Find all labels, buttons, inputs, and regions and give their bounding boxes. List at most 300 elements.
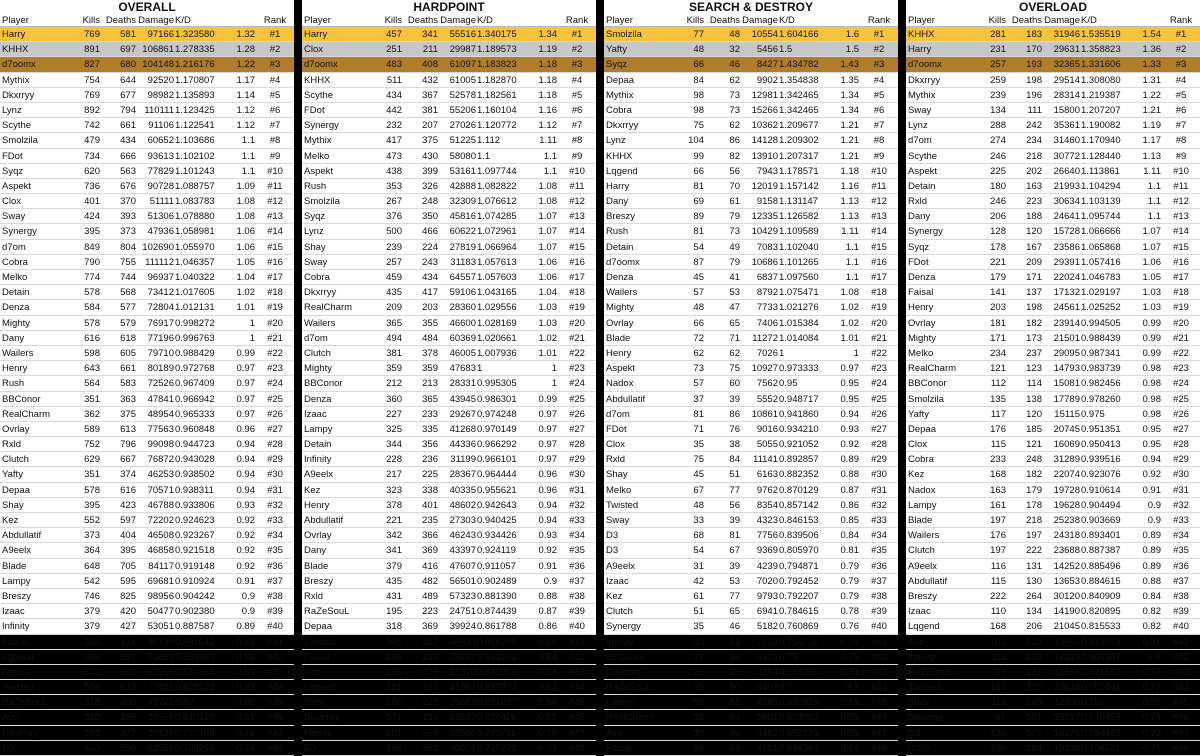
cell-rank: #22 bbox=[871, 347, 887, 359]
cell-name: Sway bbox=[304, 256, 328, 268]
cell-rank: #21 bbox=[1173, 332, 1189, 344]
cell-kills: 51 bbox=[693, 606, 704, 618]
cell-rank: #25 bbox=[569, 393, 585, 405]
cell-damage: 77829 bbox=[147, 165, 174, 177]
cell-kd: 1.103686 bbox=[175, 135, 215, 147]
cell-deaths: 593 bbox=[120, 666, 136, 678]
cell-kdr: 1.16 bbox=[840, 180, 859, 192]
cell-rank: #40 bbox=[267, 621, 283, 633]
table-row bbox=[604, 483, 898, 498]
cell-damage: 55516 bbox=[449, 29, 476, 40]
cell-rank: #28 bbox=[871, 439, 887, 451]
cell-deaths: 350 bbox=[422, 211, 438, 223]
cell-deaths: 202 bbox=[1026, 165, 1042, 177]
cell-name: Scythe bbox=[2, 120, 32, 132]
cell-name: Henry bbox=[304, 499, 330, 511]
header-row bbox=[302, 14, 596, 27]
cell-rank: #21 bbox=[569, 332, 585, 344]
cell-kills: 179 bbox=[990, 272, 1006, 283]
cell-kdr: 0.84 bbox=[538, 682, 557, 694]
cell-deaths: 482 bbox=[422, 575, 438, 587]
cell-rank: #45 bbox=[1173, 697, 1189, 709]
table-row bbox=[0, 559, 294, 574]
cell-damage: 7026 bbox=[756, 347, 778, 359]
cell-rank: #28 bbox=[1173, 439, 1189, 451]
cell-damage: 14190 bbox=[1053, 606, 1080, 618]
cell-kills: 442 bbox=[386, 104, 402, 116]
cell-damage: 28367 bbox=[449, 469, 476, 481]
cell-rank: #11 bbox=[1173, 180, 1189, 192]
cell-deaths: 666 bbox=[120, 150, 136, 162]
cell-kills: 359 bbox=[386, 363, 402, 375]
cell-kills: 168 bbox=[990, 469, 1006, 481]
cell-name: Clutch bbox=[606, 606, 633, 618]
cell-kills: 494 bbox=[386, 332, 402, 344]
cell-kills: 246 bbox=[990, 196, 1006, 208]
cell-kdr: 1.17 bbox=[236, 74, 255, 86]
cell-damage: 28360 bbox=[449, 302, 476, 314]
cell-kdr: 1.06 bbox=[236, 226, 255, 238]
table-row bbox=[604, 346, 898, 361]
cell-name: Nadox bbox=[304, 727, 332, 739]
cell-kdr: 1.34 bbox=[840, 89, 859, 101]
cell-rank: #30 bbox=[569, 469, 585, 481]
cell-name: Lqgend bbox=[908, 621, 940, 633]
table-row bbox=[0, 88, 294, 103]
cell-damage: 15081 bbox=[1053, 378, 1080, 390]
cell-deaths: 114 bbox=[1026, 378, 1042, 390]
cell-damage: 97166 bbox=[147, 29, 174, 40]
cell-kills: 115 bbox=[990, 439, 1006, 451]
column-header-kills: Kills bbox=[988, 15, 1006, 26]
cell-kd: 1.160104 bbox=[477, 104, 517, 116]
cell-damage: 28314 bbox=[1053, 89, 1080, 101]
cell-kd: 1.190082 bbox=[1081, 120, 1121, 132]
cell-damage: 47841 bbox=[147, 393, 174, 405]
table-row bbox=[906, 27, 1200, 42]
cell-kills: 827 bbox=[84, 59, 100, 71]
cell-kd: 0.965333 bbox=[175, 408, 215, 420]
column-header-deaths: Deaths bbox=[1011, 15, 1042, 26]
cell-damage: 10554 bbox=[751, 29, 778, 40]
cell-rank: #9 bbox=[873, 150, 885, 162]
cell-name: Clox bbox=[606, 439, 626, 451]
cell-name: D3 bbox=[606, 530, 619, 542]
cell-kdr: 0.86 bbox=[840, 499, 859, 511]
cell-name: Ovrlay bbox=[908, 317, 936, 329]
cell-rank: #10 bbox=[871, 165, 887, 177]
cell-kdr: 0.97 bbox=[538, 423, 557, 435]
cell-rank: #23 bbox=[1173, 363, 1189, 375]
table-row bbox=[0, 392, 294, 407]
cell-rank: #42 bbox=[267, 651, 283, 663]
cell-rank: #26 bbox=[267, 408, 283, 420]
cell-deaths: 41 bbox=[729, 272, 740, 283]
cell-rank: #4 bbox=[873, 74, 885, 86]
cell-rank: #25 bbox=[1173, 393, 1189, 405]
cell-kills: 473 bbox=[386, 150, 402, 162]
cell-kills: 68 bbox=[693, 530, 704, 542]
cell-name: Dkxrryy bbox=[304, 287, 337, 299]
cell-rank: #35 bbox=[569, 545, 585, 557]
cell-kills: 746 bbox=[84, 590, 100, 602]
cell-rank: #15 bbox=[569, 241, 585, 253]
cell-deaths: 248 bbox=[422, 196, 438, 208]
cell-kdr: 1.1 bbox=[1147, 196, 1161, 208]
cell-deaths: 395 bbox=[422, 682, 438, 694]
cell-kd: 1.354838 bbox=[779, 74, 819, 86]
cell-name: Lampy bbox=[304, 423, 333, 435]
cell-damage: 29514 bbox=[1053, 74, 1080, 86]
cell-kd: 1.029556 bbox=[477, 302, 517, 314]
cell-name: Blade bbox=[606, 332, 631, 344]
cell-damage: 93613 bbox=[147, 150, 174, 162]
table-row bbox=[906, 452, 1200, 467]
cell-damage: 10686 bbox=[751, 256, 778, 268]
cell-kd: 0.885496 bbox=[1081, 560, 1121, 572]
cell-name: Harry bbox=[908, 44, 932, 56]
cell-name: RaZeSouL bbox=[606, 682, 652, 694]
cell-damage: 7562 bbox=[756, 378, 778, 390]
cell-deaths: 39 bbox=[729, 515, 740, 526]
cell-kdr: 1.08 bbox=[236, 211, 255, 223]
cell-rank: #29 bbox=[267, 454, 283, 466]
cell-kdr: 0.89 bbox=[840, 454, 859, 466]
cell-deaths: 213 bbox=[422, 378, 438, 390]
table-row bbox=[0, 285, 294, 300]
table-row bbox=[604, 224, 898, 239]
cell-name: FDot bbox=[2, 150, 23, 162]
cell-kd: 0.921052 bbox=[779, 439, 819, 451]
cell-damage: 46508 bbox=[147, 530, 174, 542]
cell-name: Sway bbox=[2, 211, 26, 223]
cell-deaths: 393 bbox=[120, 211, 136, 223]
cell-damage: 22624 bbox=[1053, 682, 1080, 694]
cell-kd: 1.020661 bbox=[477, 332, 517, 344]
cell-kd: 1.043165 bbox=[477, 287, 517, 299]
cell-deaths: 39 bbox=[729, 560, 740, 572]
cell-kd: 1.182870 bbox=[477, 74, 517, 86]
cell-kd: 0.837974 bbox=[477, 682, 517, 694]
cell-deaths: 127 bbox=[1026, 666, 1042, 678]
cell-name: Twisted bbox=[908, 682, 941, 694]
cell-kills: 331 bbox=[386, 682, 402, 694]
cell-kdr: 0.99 bbox=[538, 393, 557, 405]
cell-rank: #15 bbox=[1173, 241, 1189, 253]
cell-kd: 0.988439 bbox=[1081, 332, 1121, 344]
cell-rank: #8 bbox=[269, 135, 281, 147]
table-row bbox=[604, 240, 898, 255]
table-row bbox=[604, 574, 898, 589]
cell-name: Infinity bbox=[304, 454, 332, 466]
cell-deaths: 170 bbox=[1026, 44, 1042, 56]
cell-rank: #37 bbox=[267, 575, 283, 587]
cell-rank: #45 bbox=[569, 697, 585, 709]
cell-kd: 0.777188 bbox=[175, 727, 215, 739]
cell-rank: #4 bbox=[571, 74, 583, 86]
cell-damage: 42888 bbox=[449, 180, 476, 192]
cell-kdr: 1.21 bbox=[1142, 104, 1161, 116]
cell-damage: 41268 bbox=[449, 423, 476, 435]
cell-kdr: 1.22 bbox=[236, 59, 255, 71]
cell-damage: 99098 bbox=[147, 439, 174, 451]
cell-kdr: 1.1 bbox=[845, 272, 859, 283]
cell-deaths: 48 bbox=[729, 29, 740, 40]
cell-kdr: 1.18 bbox=[538, 59, 557, 71]
table-row bbox=[0, 467, 294, 482]
cell-damage: 6163 bbox=[756, 469, 778, 481]
cell-kdr: 0.97 bbox=[840, 363, 859, 375]
table-row bbox=[0, 741, 294, 756]
table-row bbox=[0, 422, 294, 437]
cell-kills: 233 bbox=[990, 454, 1006, 466]
table-row bbox=[302, 559, 596, 574]
cell-damage: 28331 bbox=[449, 378, 476, 390]
table-row bbox=[906, 407, 1200, 422]
table-row bbox=[302, 710, 596, 725]
cell-damage: 7083 bbox=[756, 241, 778, 253]
cell-deaths: 359 bbox=[422, 363, 438, 375]
cell-deaths: 53 bbox=[729, 287, 740, 299]
cell-kills: 98 bbox=[693, 89, 704, 101]
cell-damage: 6941 bbox=[756, 606, 778, 618]
cell-kills: 232 bbox=[386, 120, 402, 132]
cell-deaths: 75 bbox=[729, 363, 740, 375]
table-row bbox=[604, 422, 898, 437]
cell-kdr: 1.19 bbox=[538, 44, 557, 56]
cell-kd: 0.974248 bbox=[477, 408, 517, 420]
cell-kills: 353 bbox=[386, 180, 402, 192]
cell-deaths: 335 bbox=[422, 423, 438, 435]
cell-rank: #43 bbox=[569, 666, 585, 678]
cell-rank: #15 bbox=[267, 241, 283, 253]
cell-damage: 19728 bbox=[1053, 484, 1080, 496]
cell-name: Ovrlay bbox=[2, 423, 30, 435]
column-header-rank: Rank bbox=[263, 15, 287, 26]
table-row bbox=[0, 498, 294, 513]
cell-kills: 320 bbox=[84, 712, 100, 724]
cell-kills: 256 bbox=[386, 742, 402, 754]
cell-rank: #7 bbox=[873, 120, 885, 132]
cell-kills: 578 bbox=[84, 287, 100, 299]
cell-rank: #11 bbox=[871, 180, 887, 192]
cell-kd: 0.955621 bbox=[477, 484, 517, 496]
cell-kdr: 1.07 bbox=[1142, 241, 1161, 253]
table-row bbox=[906, 680, 1200, 695]
cell-kills: 28 bbox=[693, 742, 704, 754]
table-row bbox=[302, 118, 596, 133]
cell-rank: #28 bbox=[267, 439, 283, 451]
cell-name: Dkxrryy bbox=[2, 89, 35, 101]
cell-damage: 5801 bbox=[756, 712, 778, 724]
cell-kills: 171 bbox=[990, 332, 1006, 344]
cell-deaths: 563 bbox=[120, 165, 136, 177]
cell-kills: 75 bbox=[693, 120, 704, 132]
table-row bbox=[302, 179, 596, 194]
cell-damage: 102690 bbox=[142, 241, 174, 253]
cell-deaths: 51 bbox=[729, 469, 740, 481]
cell-rank: #37 bbox=[569, 575, 585, 587]
cell-name: RealCharm bbox=[304, 302, 353, 314]
cell-rank: #18 bbox=[267, 287, 283, 299]
table-row bbox=[302, 300, 596, 315]
cell-kdr: 0.87 bbox=[538, 606, 557, 618]
cell-name: Melko bbox=[2, 272, 28, 283]
cell-name: Lqgend bbox=[304, 682, 336, 694]
table-row bbox=[0, 726, 294, 741]
cell-rank: #24 bbox=[267, 378, 283, 390]
cell-kdr: 0.95 bbox=[840, 378, 859, 390]
cell-name: Harry bbox=[2, 29, 26, 40]
cell-rank: #2 bbox=[269, 44, 281, 56]
cell-kd: 0.760869 bbox=[779, 621, 819, 633]
cell-kd: 1 bbox=[477, 363, 483, 375]
cell-deaths: 796 bbox=[120, 439, 136, 451]
cell-kills: 552 bbox=[84, 515, 100, 526]
cell-kd: 0.892857 bbox=[779, 454, 819, 466]
cell-rank: #23 bbox=[569, 363, 585, 375]
table-row bbox=[604, 42, 898, 57]
cell-kd: 0.998272 bbox=[175, 317, 215, 329]
cell-kd: 0.987341 bbox=[1081, 347, 1121, 359]
cell-kdr: 1.17 bbox=[1142, 135, 1161, 147]
cell-rank: #7 bbox=[1175, 120, 1187, 132]
cell-kdr: 0.94 bbox=[236, 469, 255, 481]
cell-damage: 19628 bbox=[1053, 499, 1080, 511]
cell-kdr: 0.9 bbox=[1147, 515, 1161, 526]
cell-kdr: 1.6 bbox=[845, 29, 859, 40]
cell-rank: #48 bbox=[569, 742, 585, 754]
cell-deaths: 173 bbox=[1026, 332, 1042, 344]
cell-deaths: 32 bbox=[729, 44, 740, 56]
table-row bbox=[302, 741, 596, 756]
cell-name: FDot bbox=[606, 423, 627, 435]
cell-kd: 0.810426 bbox=[477, 712, 517, 724]
cell-kdr: 1.34 bbox=[840, 104, 859, 116]
cell-damage: 4239 bbox=[756, 560, 778, 572]
cell-kd: 0.82 bbox=[175, 697, 194, 709]
cell-kdr: 0.98 bbox=[1142, 378, 1161, 390]
cell-name: d7om bbox=[606, 408, 630, 420]
cell-damage: 14128 bbox=[751, 135, 778, 147]
table-row bbox=[302, 513, 596, 528]
cell-rank: #1 bbox=[1175, 29, 1187, 40]
table-row bbox=[302, 88, 596, 103]
cell-deaths: 667 bbox=[120, 454, 136, 466]
cell-kdr: 1.01 bbox=[236, 302, 255, 314]
cell-kills: 267 bbox=[386, 196, 402, 208]
cell-kd: 0.943028 bbox=[175, 454, 215, 466]
cell-name: Ovrlay bbox=[304, 530, 332, 542]
cell-name: Abdullatif bbox=[2, 530, 42, 542]
table-row bbox=[302, 665, 596, 680]
cell-name: Faisal bbox=[908, 287, 934, 299]
cell-name: Henry bbox=[908, 302, 934, 314]
cell-kills: 891 bbox=[84, 44, 100, 56]
cell-kd: 1.088757 bbox=[175, 180, 215, 192]
cell-kdr: 0.74 bbox=[1142, 712, 1161, 724]
cell-kills: 75 bbox=[693, 454, 704, 466]
cell-rank: #12 bbox=[569, 196, 585, 208]
cell-rank: #10 bbox=[569, 165, 585, 177]
cell-kills: 769 bbox=[84, 89, 100, 101]
cell-damage: 8792 bbox=[756, 287, 778, 299]
table-row bbox=[302, 255, 596, 270]
cell-kd: 0.996763 bbox=[175, 332, 215, 344]
cell-name: KHHX bbox=[908, 29, 935, 40]
cell-kills: 769 bbox=[84, 29, 100, 40]
cell-deaths: 70 bbox=[729, 180, 740, 192]
cell-kills: 81 bbox=[693, 226, 704, 238]
cell-name: Mythix bbox=[2, 74, 30, 86]
cell-damage: 31289 bbox=[1053, 454, 1080, 466]
cell-kills: 178 bbox=[990, 241, 1006, 253]
cell-kdr: 1.16 bbox=[538, 104, 557, 116]
table-row bbox=[0, 118, 294, 133]
cell-kills: 77 bbox=[693, 29, 704, 40]
column-header-damage: Damage bbox=[742, 15, 778, 26]
cell-kd: 0.950413 bbox=[1081, 439, 1121, 451]
table-row bbox=[906, 300, 1200, 315]
cell-kd: 0.921518 bbox=[175, 545, 215, 557]
table-row bbox=[906, 316, 1200, 331]
cell-damage: 10362 bbox=[751, 120, 778, 132]
cell-damage: 7733 bbox=[756, 302, 778, 314]
cell-name: Disarray bbox=[908, 712, 944, 724]
cell-name: Rxld bbox=[2, 439, 22, 451]
cell-name: d7om bbox=[304, 332, 328, 344]
cell-damage: 9369 bbox=[756, 545, 778, 557]
cell-name: A9eelx bbox=[606, 560, 636, 572]
cell-kills: 56 bbox=[693, 697, 704, 709]
cell-kd: 0.983739 bbox=[1081, 363, 1121, 375]
cell-kdr: 0.97 bbox=[236, 408, 255, 420]
cell-kdr: 1.06 bbox=[538, 256, 557, 268]
cell-kills: 30 bbox=[693, 727, 704, 739]
cell-kdr: 0.95 bbox=[1142, 439, 1161, 451]
cell-damage: 47936 bbox=[147, 226, 174, 238]
cell-deaths: 395 bbox=[120, 712, 136, 724]
cell-name: KHHX bbox=[2, 44, 29, 56]
cell-name: Syqz bbox=[908, 241, 930, 253]
cell-rank: #31 bbox=[1173, 484, 1189, 496]
cell-deaths: 375 bbox=[422, 135, 438, 147]
cell-name: Denza bbox=[304, 393, 332, 405]
cell-deaths: 121 bbox=[1026, 439, 1042, 451]
cell-name: Breszy bbox=[2, 590, 32, 602]
cell-kd: 1.342465 bbox=[779, 104, 819, 116]
cell-damage: 6837 bbox=[756, 272, 778, 283]
cell-kd: 1.123425 bbox=[175, 104, 215, 116]
cell-kdr: 0.79 bbox=[840, 590, 859, 602]
cell-kd: 1.065868 bbox=[1081, 241, 1121, 253]
cell-kdr: 1.21 bbox=[840, 150, 859, 162]
cell-kdr: 1.1 bbox=[241, 150, 255, 162]
cell-deaths: 365 bbox=[422, 393, 438, 405]
cell-kills: 25 bbox=[693, 666, 704, 678]
table-row bbox=[0, 300, 294, 315]
cell-deaths: 416 bbox=[422, 560, 438, 572]
cell-kills: 130 bbox=[990, 742, 1006, 754]
cell-kdr: 1.11 bbox=[1143, 165, 1161, 177]
cell-name: Dkxrryy bbox=[606, 120, 639, 132]
panel-divider bbox=[596, 0, 604, 634]
cell-kdr: 1.08 bbox=[236, 196, 255, 208]
cell-deaths: 401 bbox=[422, 499, 438, 511]
cell-name: Clox bbox=[2, 196, 22, 208]
cell-kd: 1.216176 bbox=[175, 59, 215, 71]
cell-deaths: 197 bbox=[1026, 530, 1042, 542]
